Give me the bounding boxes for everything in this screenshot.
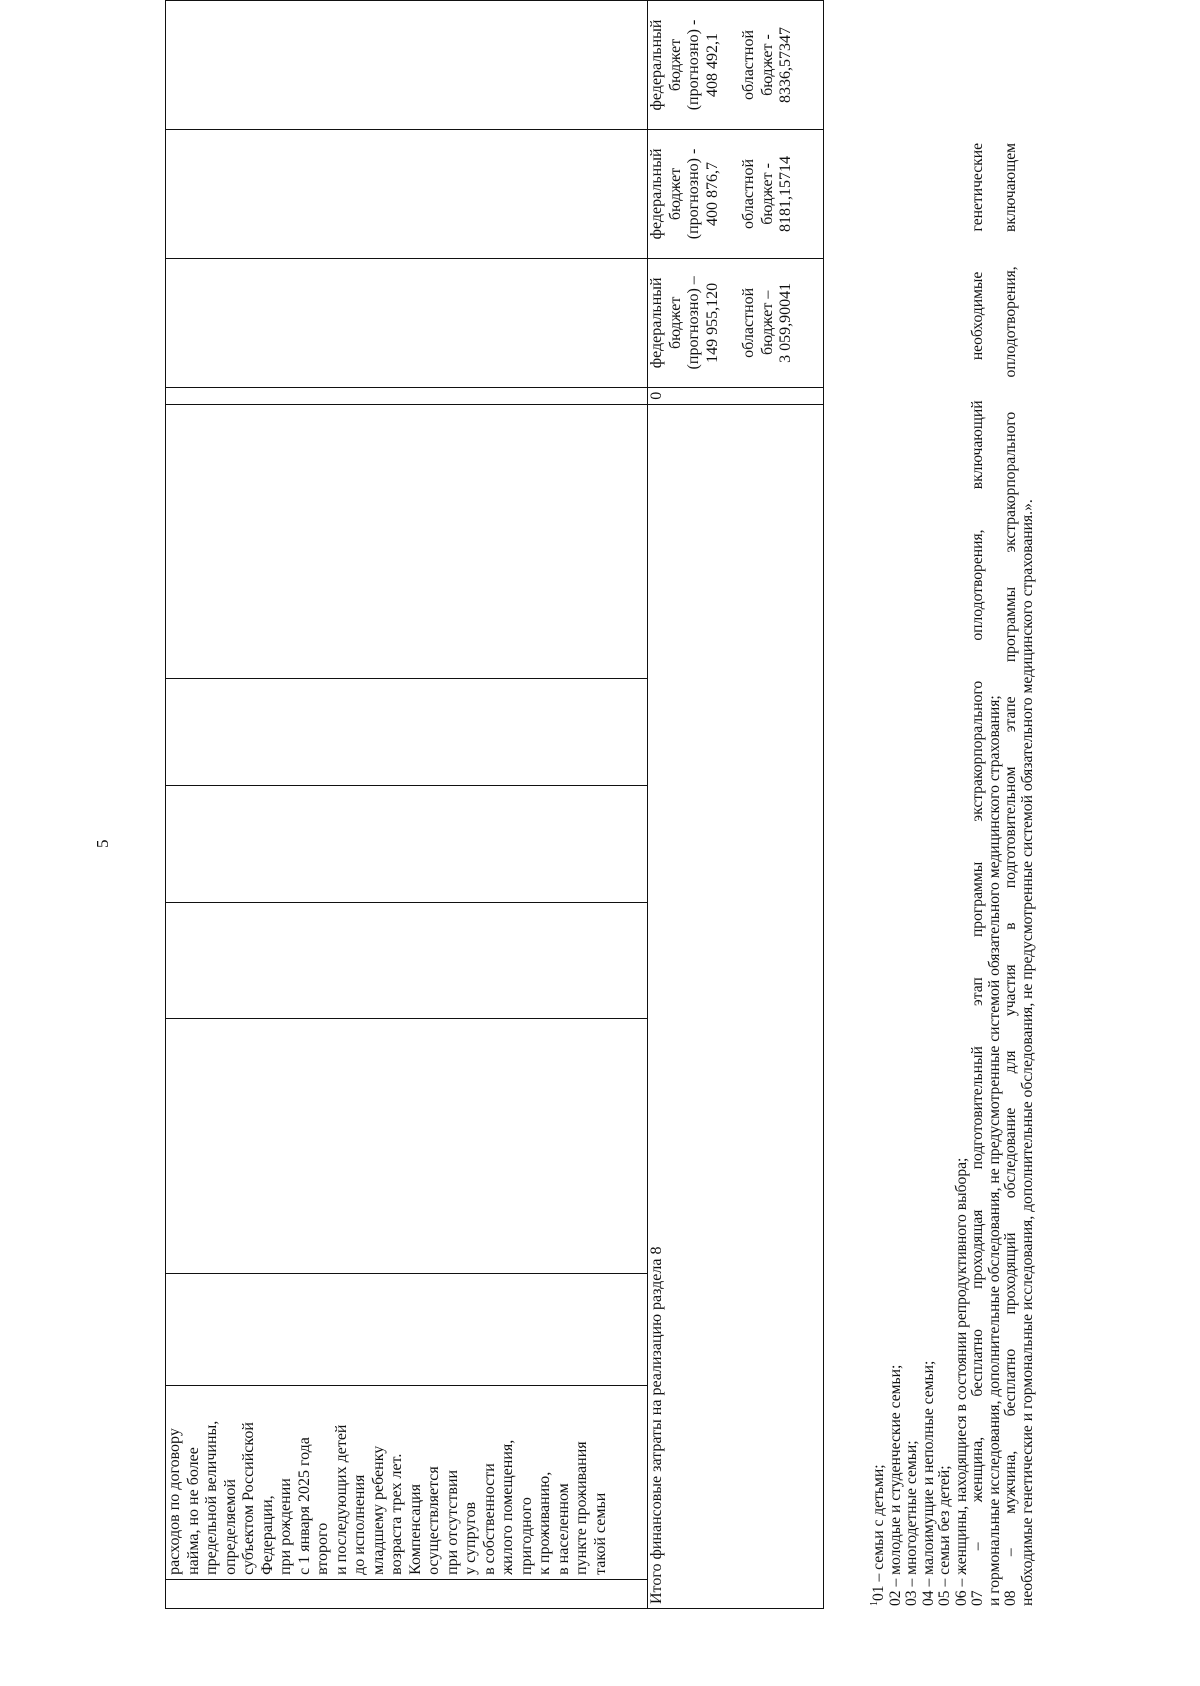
federal-budget-label: федеральный <box>648 277 665 369</box>
federal-budget-label: федеральный <box>648 19 665 111</box>
description-line: определяемой <box>221 1479 239 1575</box>
description-line: второго <box>314 1522 331 1575</box>
description-line: с 1 января 2025 года <box>295 1437 313 1575</box>
description-line: предельной величины, <box>203 1420 220 1575</box>
description-line: к проживанию, <box>536 1471 553 1575</box>
description-line: субъектом Российской <box>240 1422 257 1575</box>
financing-table <box>165 0 824 1609</box>
description-line: младшему ребенку <box>369 1445 387 1575</box>
description-line: пункте проживания <box>573 1441 590 1575</box>
footnote-07-line-1: 07 – женщина, бесплатно проходящая подготовительный этап программы экстракорпорального оплодотворения, включающий необходимые генетические <box>969 143 987 1606</box>
table-cell-empty <box>166 1579 648 1608</box>
forecast-note: (прогнозно) - <box>685 148 702 240</box>
footnote-marker: 1 <box>869 1601 880 1606</box>
description-line: при отсутствии <box>443 1469 461 1575</box>
regional-budget-value: 8181,15714 <box>777 155 794 232</box>
budget-cell-3 <box>648 1 824 130</box>
federal-budget-label: федеральный <box>648 148 665 240</box>
description-line: и последующих детей <box>332 1424 350 1575</box>
forecast-note: (прогнозно) - <box>685 19 702 111</box>
description-line: Компенсация <box>406 1484 424 1575</box>
footnotes <box>867 143 1036 1606</box>
federal-budget-value: 400 876,7 <box>703 161 721 226</box>
table-cell-empty <box>166 679 648 786</box>
table-cell-empty <box>166 387 648 404</box>
regional-budget-label: областной <box>740 158 757 229</box>
regional-budget-label: областной <box>740 29 757 101</box>
table-cell-empty <box>166 129 648 258</box>
table-cell-empty <box>166 1019 648 1274</box>
footnote-01 <box>867 143 888 1606</box>
total-zero-cell <box>648 387 824 404</box>
description-line: возраста трех лет. <box>388 1453 405 1575</box>
description-line: расходов по договору <box>166 1428 183 1575</box>
total-zero-value: 0 <box>648 391 665 400</box>
federal-budget-label: бюджет <box>666 167 684 221</box>
table-cell-empty <box>166 902 648 1018</box>
total-label-cell <box>648 404 824 1608</box>
description-line: при рождении <box>277 1478 294 1575</box>
description-line: в собственности <box>480 1463 498 1575</box>
regional-budget-label: областной <box>740 287 757 358</box>
regional-budget-label: бюджет - <box>758 34 776 96</box>
regional-budget-label: бюджет - <box>758 163 776 225</box>
footnote-07-line-2: и гормональные исследования, дополнительные обследования, не предусмотренные системой обязательного медицинского страхования; <box>985 695 1003 1606</box>
federal-budget-label: бюджет <box>666 38 684 92</box>
footnote-05: 05 – семьи без детей; <box>936 1465 954 1606</box>
forecast-note: (прогнозно) – <box>685 276 702 370</box>
regional-budget-value: 8336,57347 <box>777 27 794 103</box>
footnote-02: 02 – молодые и студенческие семьи; <box>886 1364 904 1606</box>
description-line: пригодного <box>517 1497 535 1575</box>
federal-budget-value: 408 492,1 <box>703 33 721 97</box>
budget-cell-2 <box>648 129 824 258</box>
table-cell-empty <box>166 786 648 902</box>
regional-budget-label: бюджет – <box>758 290 776 355</box>
table-cell-empty <box>166 1274 648 1386</box>
table-cell-empty <box>166 258 648 387</box>
description-line: в населенном <box>554 1483 572 1575</box>
description-line: у супругов <box>462 1501 479 1575</box>
footnote-01-text: 01 – семьи с детьми; <box>870 1464 888 1601</box>
federal-budget-value: 149 955,120 <box>703 282 721 363</box>
description-line: такой семьи <box>591 1492 609 1575</box>
regional-budget-value: 3 059,90041 <box>777 282 794 363</box>
footnote-06: 06 – женщины, находящиеся в состоянии репродуктивного выбора; <box>952 1157 970 1606</box>
description-line: Федерации, <box>258 1495 276 1575</box>
measure-description-cell <box>166 1385 648 1579</box>
budget-cell-1 <box>648 258 824 387</box>
description-line: жилого помещения, <box>499 1439 516 1575</box>
table-row-continuation <box>166 1 648 1609</box>
footnote-04: 04 – малоимущие и неполные семьи; <box>919 1360 937 1606</box>
page-number: 5 <box>93 839 112 848</box>
table-cell-empty <box>166 1 648 130</box>
description-line: до исполнения <box>351 1474 368 1575</box>
measure-description-text <box>166 1390 610 1575</box>
total-label: Итого финансовые затраты на реализацию раздела 8 <box>648 1246 665 1604</box>
table-cell-empty <box>166 404 648 679</box>
footnote-03: 03 – многодетные семьи; <box>903 1440 921 1606</box>
table-row-total <box>648 1 824 1609</box>
description-line: осуществляется <box>425 1466 442 1575</box>
footnote-08-line-1: 08 – мужчина, бесплатно проходящий обследование для участия в подготовительном этапе программы экстракорпорального оплодотворения, включающем <box>1002 143 1020 1606</box>
description-line: найма, но не более <box>184 1447 202 1575</box>
footnote-08-line-2: необходимые генетические и гормональные исследования, дополнительные обследования, не предусмотренные системой обязательного медицинского страхования.». <box>1018 499 1036 1606</box>
federal-budget-label: бюджет <box>666 296 684 349</box>
